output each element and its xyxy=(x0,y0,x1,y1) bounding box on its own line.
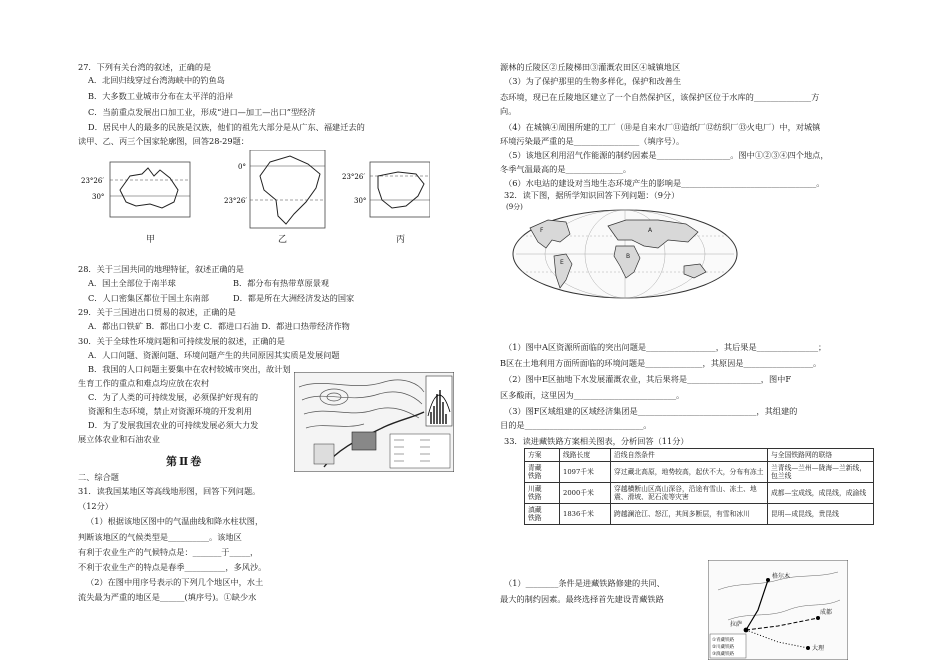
table-row xyxy=(525,462,874,483)
q28-option-a: A．国土全部位于南半球 xyxy=(88,278,176,288)
part2-heading: 二、综合题 xyxy=(78,472,119,482)
q30-stem: 30．关于全球性环境问题和可持续发展的叙述，正确的是 xyxy=(78,336,285,346)
table-cell: 川藏 铁路 xyxy=(525,483,560,504)
q32-stem: 32．读下图，据所学知识回答下列问题：（9分） xyxy=(504,190,680,200)
table-cell: 滇藏 铁路 xyxy=(525,504,560,525)
map-jia xyxy=(81,162,190,217)
q32-map-score: (9分) xyxy=(506,203,523,211)
q27-option-d: D．居民中人的最多的民族是汉族，他们的祖先大部分是从广东、福建迁去的 xyxy=(88,122,365,132)
q27-option-b: B．大多数工业城市分布在太平洋的沿岸 xyxy=(88,91,234,101)
table-cell: 成都—宝成线，成昆线，成渝线 xyxy=(768,483,874,504)
q31-line-5: 有利于农业生产的气候特点是：_______于_____， xyxy=(78,547,259,557)
svg-text:F: F xyxy=(540,227,544,234)
q28-option-d: D．都是所在大洲经济发达的国家 xyxy=(233,293,355,303)
table-header: 方案 xyxy=(525,449,560,462)
q32-line-5: （3）图F区域组建的区域经济集团是_____________________________，其组建的 xyxy=(504,406,798,416)
q31-cont-line-9: （6）水电站的建设对当地生态环境产生的影响是_________________________________。 xyxy=(504,178,825,188)
table-row xyxy=(525,504,874,525)
yi-tropic-label: 23°26′ xyxy=(224,197,247,205)
table-header-row xyxy=(525,449,874,462)
q33-line-2: 最大的制约因素。最终选择首先建设青藏铁路 xyxy=(500,594,664,604)
q32-line-4: 区多酸雨，这里因为_________________________。 xyxy=(500,390,685,400)
legend-qingzang: ①青藏铁路 xyxy=(712,638,735,643)
intro-28-29: 读甲、乙、丙三个国家轮廓图，回答28-29题： xyxy=(78,136,249,146)
q33-line-1: （1）________条件是进藏铁路修建的共同、 xyxy=(504,578,665,588)
q32-line-6: 目的是_____________________________。 xyxy=(500,420,652,430)
map-bing xyxy=(342,162,430,217)
q32-line-3: （2）图中E区抽地下水发展灌溉农业，其后果将是__________________，图中F xyxy=(504,374,792,384)
table-header: 线路长度 xyxy=(560,449,611,462)
q31-line-2: （12分） xyxy=(78,501,113,511)
table-cell: 青藏 铁路 xyxy=(525,462,560,483)
q30-option-d-cont: 展立体农业和石油农业 xyxy=(78,434,160,444)
q30-option-c: C．为了人类的可持续发展，必须保护好现有的 xyxy=(88,392,259,402)
q32-line-1: （1）图中A区资源所面临的突出问题是_________________，其后果是_______________； xyxy=(504,342,827,352)
map-caption-jia: 甲 xyxy=(146,235,156,245)
bing-lat30-label: 30° xyxy=(354,197,367,205)
table-cell: 1836千米 xyxy=(560,504,611,525)
q30-option-d: D．为了发展我国农业的可持续发展必须大力发 xyxy=(88,420,259,430)
q31-line-4: 判断该地区的气候类型是__________。该地区 xyxy=(78,532,242,542)
q28-option-c: C．人口密集区都位于国土东南部 xyxy=(88,293,209,303)
table-cell: 1097千米 xyxy=(560,462,611,483)
jia-tropic-label: 23°26′ xyxy=(81,177,104,185)
q31-cont-line-2: （3）为了保护那里的生物多样化，保护和改善生 xyxy=(504,76,682,86)
q31-cont-line-6: 环境污染最严重的是________________（填序号）。 xyxy=(500,136,685,146)
country-outline-maps xyxy=(80,150,430,240)
q31-cont-line-4: 向。 xyxy=(500,106,517,116)
section-title: 第Ⅱ卷 xyxy=(166,455,204,468)
q31-cont-line-5: （4）在城镇④周围所建的工厂（⑩是自来水厂⑪造纸厂⑫纺织厂⑬火电厂）中，对城镇 xyxy=(504,122,821,132)
q31-line-8: 流失最为严重的地区是______(填序号)。①缺少水 xyxy=(78,592,257,602)
map-caption-bing: 丙 xyxy=(396,235,406,245)
q31-cont-line-1: 源林的丘陵区②丘陵梯田③灌溉农田区④城镇地区 xyxy=(500,62,681,72)
q29-stem: 29．关于三国进出口贸易的叙述，正确的是 xyxy=(78,307,236,317)
q31-cont-line-3: 态环境，现已在丘陵地区建立了一个自然保护区，该保护区位于水库的______________方 xyxy=(500,92,820,102)
q30-option-b-cont: 生育工作的重点和难点均应放在农村 xyxy=(78,378,210,388)
q30-option-b: B．我国的人口问题主要集中在农村较城市突出，故计划 xyxy=(88,364,291,374)
label-dali: 大理 xyxy=(812,645,825,652)
q28-stem: 28．关于三国共同的地理特征，叙述正确的是 xyxy=(78,264,244,274)
map-yi xyxy=(224,150,325,228)
q27-stem: 27．下列有关台湾的叙述，正确的是 xyxy=(78,62,212,72)
svg-text:B: B xyxy=(626,253,631,260)
svg-text:E: E xyxy=(560,259,564,266)
q28-option-b: B．都分布有热带草原景观 xyxy=(233,278,330,288)
table-row xyxy=(525,483,874,504)
svg-text:A: A xyxy=(648,227,653,234)
q31-cont-line-7: （5）该地区利用沼气作能源的制约因素是__________________。图中①②③④四个地点， xyxy=(504,150,829,160)
jia-lat30-label: 30° xyxy=(92,193,105,201)
map-caption-yi: 乙 xyxy=(278,235,288,245)
table-header: 沿线自然条件 xyxy=(611,449,768,462)
q31-line-1: 31．读我国某地区等高线地形图，回答下列问题。 xyxy=(78,486,261,496)
world-map-figure xyxy=(508,206,743,302)
q27-option-a: A．北回归线穿过台湾海峡中的钓鱼岛 xyxy=(88,75,225,85)
label-golmud: 格尔木 xyxy=(772,573,791,580)
q31-line-6: 不利于农业生产的特点是春季__________，多风沙。 xyxy=(78,562,267,572)
table-cell: 昆明—成昆线，贵昆线 xyxy=(768,504,874,525)
railway-table xyxy=(524,448,874,525)
q31-cont-line-8: 冬季气温最高的是______________。 xyxy=(500,164,632,174)
q29-options: A．都出口铁矿 B．都出口小麦 C．都进口石油 D．都进口热带经济作物 xyxy=(88,321,350,331)
table-cell: 穿越横断山区高山深谷，沿途有雪山、冻土、地震、滑坡、泥石流等灾害 xyxy=(611,483,768,504)
legend-dianzang: ③滇藏铁路 xyxy=(712,652,735,657)
q31-line-3: （1）根据该地区图中的气温曲线和降水柱状图， xyxy=(86,516,264,526)
label-chengdu: 成都 xyxy=(820,609,833,616)
q30-option-a: A．人口问题、资源问题、环境问题产生的共同原因其实质是发展问题 xyxy=(88,350,340,360)
table-cell: 穿过藏北高原，地势较高，起伏不大，分布有冻土 xyxy=(611,462,768,483)
table-cell: 跨越澜沧江、怒江，其间多断层，有雪和冰川 xyxy=(611,504,768,525)
legend-chuanzang: ②川藏铁路 xyxy=(712,645,735,650)
q33-stem: 33．读进藏铁路方案相关图表，分析回答（11分） xyxy=(504,436,689,446)
table-cell: 2000千米 xyxy=(560,483,611,504)
yi-equator-label: 0° xyxy=(238,163,246,171)
label-lhasa: 拉萨 xyxy=(730,621,743,628)
table-header: 与全国铁路网的联络 xyxy=(768,449,874,462)
contour-map-figure xyxy=(294,372,454,472)
table-cell: 兰青线—兰州—陇海—兰新线，包兰线 xyxy=(768,462,874,483)
q30-option-c-cont: 资源和生态环境，禁止对资源环境的开发利用 xyxy=(88,406,252,416)
q27-option-c: C．当前重点发展出口加工业，形成“进口—加工—出口”型经济 xyxy=(88,107,316,117)
q31-line-7: （2）在图中用序号表示的下列几个地区中，水土 xyxy=(86,577,264,587)
tibet-railway-map xyxy=(708,560,848,660)
bing-tropic-label: 23°26′ xyxy=(342,173,365,181)
q32-line-2: B区在土地利用方面所面临的环境问题是______________，其原因是_________________。 xyxy=(500,358,822,368)
